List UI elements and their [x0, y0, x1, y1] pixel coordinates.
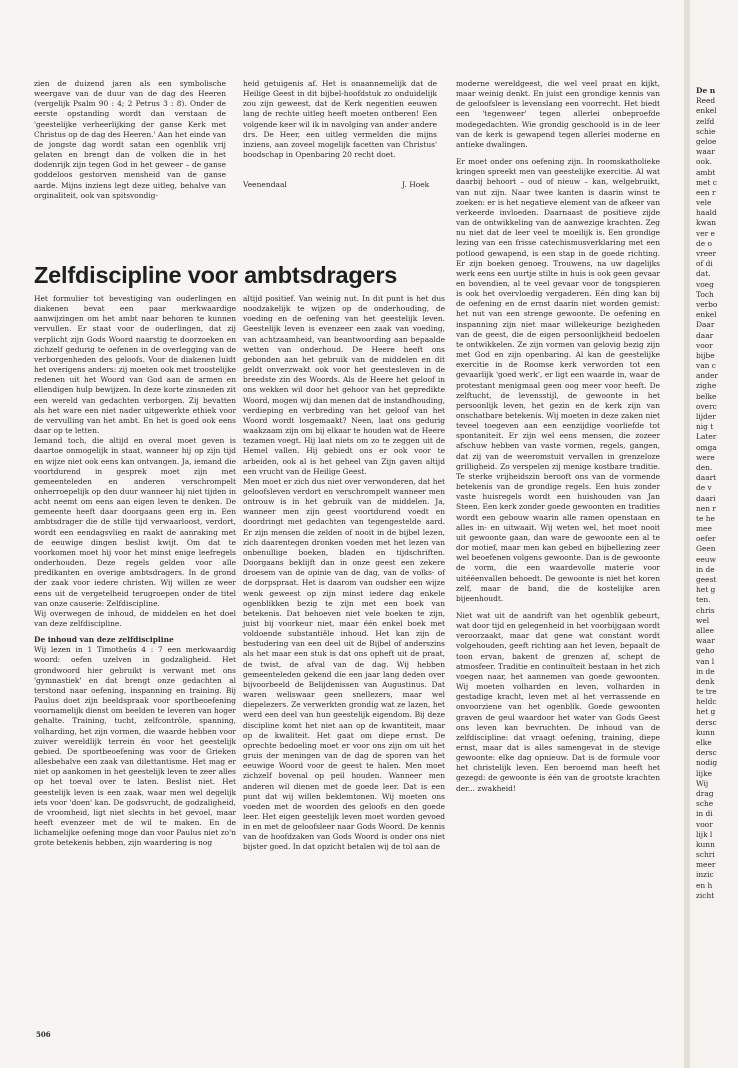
next-page-line: dat.	[696, 269, 711, 279]
next-page-line: verbo	[696, 299, 718, 309]
next-page-line: schri	[696, 850, 715, 860]
article-title: Zelfdiscipline voor ambtsdragers	[34, 262, 398, 288]
next-page-line: geloe	[696, 136, 717, 146]
top-col2-text: heid getuigenis af. Het is onaannemelijk dat de Heilige Geest in dit bijbel-hoofdstuk zo onduidelijk zou zijn geweest, dat de Kerk negentien eeuwen lang de rechte uitleg heeft moeten ontberen! Een volgende keer wil ik in navolging van ander andere drs. De Heer, een uitleg vermelden die mijns inziens, aan zoveel mogelijk facetten van Christus' boodschap in Openbaring 20 recht doet.	[243, 79, 437, 160]
next-page-line: den.	[696, 462, 713, 472]
next-page-line: daar	[696, 330, 714, 340]
next-page-line: enkel	[696, 106, 717, 116]
next-page-line: zighe	[696, 381, 717, 391]
next-page-line: were	[696, 452, 715, 462]
article-paragraph: Het formulier tot bevestiging van ouderlingen en diakenen bevat een paar merkwaardige aanwijzingen om het ambt naar behoren te kunnen vervullen. Er staat voor de ouderlingen, dat zij verplicht zijn Gods Woord naarstig te doorzoeken en zichzelf gedurig te oefenen in de overlegging van de verborgenheden des geloofs. Voor de diakenen luidt het overigens anders: zij moeten ook met troostelijke redenen uit het Woord van God aan de armen en ellendigen hulp bewijzen. In deze korte zinsneden zit een wereld van gedachten verborgen. Zij bevatten als het ware een niet nader uitgewerkte ethiek voor de vervulling van het ambt. En het is goed ook eens daar op te letten.	[34, 294, 236, 436]
next-page-line: met c	[696, 177, 717, 187]
top-column-1	[34, 79, 226, 201]
next-page-line: nodig	[696, 758, 718, 768]
next-page-line: eeuw	[696, 554, 716, 564]
article-paragraph: Niet wat uit de aandrift van het ogenblik gebeurt, wat door tijd en gelegenheid in het voorbijgaan wordt veroorzaakt, maar dat gene wat constant wordt volgehouden, geeft richting aan het leven, bepaalt de toon ervan, bakent de grenzen af, schept de atmosfeer. Traditie en continuïteit bestaan in het zich voegen naar, het aannemen van goede gewoonten. Wij moeten volharden en leven, volharden in gestadige kracht, leven met al het verrassende en onvoorziene van het ogenblik. Goede gewoonten graven de geul waardoor het water van Gods Geest ons leven kan bevruchten. De inhoud van de zelfdiscipline: dat vraagt oefening, training, diepe ernst, maar dat is alles samengevat in de stevige gewoonte: elke dag opnieuw. Dat is de formule voor het christelijk leven. Een beroemd man heeft het gezegd: de gewoonte is één van de grootste krachten der... zwakheid!	[456, 610, 660, 793]
byline-author: J. Hoek	[402, 180, 430, 189]
next-page-line: enkel	[696, 310, 717, 320]
next-page-line: ver e	[696, 228, 715, 238]
article-paragraph: Men moet er zich dus niet over verwonderen, dat het geloofsleven verdort en verschrompelt wanneer men ontrouw is in het gebruik van de middelen. Ja, wanneer men zijn geest voortdurend voedt en doordringt met gedachten van tegengestelde aard. Er zijn mensen die zelden of nooit in de bijbel lezen, zich daarentegen dronken voeden met het lezen van onbenullige boeken, bladen en tijdschriften. Doorgaans beklijft dan in onze geest een zekere droesem van de opinie van de dag, van de volks- of de dorpspraat. Het is daarom van oudsher een wijze wenk geweest op zijn minst iedere dag enkele ogenblikken bezig te zijn met een boek van betekenis. Dat behoeven niet vele boeken te zijn, juist bij voorkeur niet, maar één enkel boek met voldoende substantiële inhoud. Het kan zijn de bestudering van een deel uit de Bijbel of anderszins als het maar een stuk is dat ons opheft uit de praat, de twist, de afval van de dag. Wij hebben gemeenteleden gekend die een jaar lang deden over bijvoorbeeld de Belijdenissen van Augustinus. Dat waren weliswaar geen snellezers, maar wel diepelezers. Ze verwerkten grondig wat ze lazen, het werd een deel van hun geestelijk eigendom. Bij deze discipline komt het niet aan op de kwantiteit, maar op de kwaliteit. Het gaat om diepe ernst. De oprechte bedoeling moet er voor ons zijn om uit het gruis der meningen van de dag de sporen van het eeuwige Woord voor de geest te halen. Men moet zichzelf bovenal op peil houden. Wanneer men anderen wil dienen met de goede leer. Dat is een punt dat wij willen beklemtonen. Wij moeten ons voeden met de woorden des geloofs en den goede leer. Het eigen geestelijk leven moet worden gevoed in en met de geloofsleer naar Gods Woord. De kennis van de hoofdzaken van Gods Woord is onder ons niet bijster goed. In dat opzicht betalen wij de tol aan de	[243, 476, 445, 852]
next-page-line: kunn	[696, 727, 715, 737]
next-page-line: mee	[696, 524, 712, 534]
next-page-line: bijbe	[696, 350, 715, 360]
next-page-line: te he	[696, 513, 715, 523]
next-page-line: daart	[696, 473, 717, 483]
next-page-line: daari	[696, 493, 716, 503]
next-page-line: voor	[696, 819, 713, 829]
next-page-line: nen r	[696, 503, 716, 513]
next-page-line: sche	[696, 799, 714, 809]
next-page-line: allee	[696, 625, 714, 635]
top-col1-text: zien de duizend jaren als een symbolische weergave van de duur van de dag des Heeren (vergelijk Psalm 90 : 4; 2 Petrus 3 : 8). Onder de eerste opstanding wordt dan verstaan de 'geestelijke verheerlijking der ganse Kerk met Christus op de dag des Heeren.' Aan het einde van de jongste dag wordt satan een ogenblik vrij gelaten en brengt dan de volken die in het dodenrijk zijn tegen God in het geweer – de ganse goddeloos gestorven mensheid van de ganse aarde. Mijns inziens legt deze uitleg, behalve van orginaliteit, ook van spitsvondig-	[34, 79, 226, 200]
next-page-line: het g	[696, 707, 716, 717]
article-paragraph: Er moet onder ons oefening zijn. In roomskatholieke kringen spreekt men van geestelijke exercitie. Al wat daarbij behoort – oud of nieuw – kan, welgebruikt, van nut zijn. Naar twee kanten is daarin winst te zoeken: er is het negatieve element van de afkeer van verkeerde invloeden. Daarnaast de positieve zijde van de ontwikkeling van de aanwezige krachten. Zeg nu niet dat de leer veel te moeilijk is. Een grondige lezing van een frisse catechismusverklaring met een potlood gewapend, is een stap in de goede richting. Er zijn boeken genoeg. Trouwens, na uw dagelijks werk eens een uurtje stilte in huis is ook geen gevaar en bovendien, al te veel gevaar voor de tongspieren is ook het overvloedig vergaderen. Eén ding kan bij de oefening en de ernst daarin niet worden gemist: het nut van een strenge gewoonte. De oefening en inspanning zijn niet maar willekeurige bezigheden van de geest, die de eigen persoonlijkheid bedoelen te ontwikkelen. Ze zijn vormen van gelovig bezig zijn met God en zijn openbaring. Al kan de geestelijke exercitie in de Roomse kerk verworden tot een gevaarlijk 'goed werk', er ligt een waarde in, waar de protestant menigmaal geen oog meer voor heeft. De zelftucht, de levensstijl, de gewoonte in het persoonlijk leven, het gezin en de kerk zijn van onschatbare betekenis. Wij moeten in deze zaken niet teveel toegeven aan een eenzijdige voorliefde tot spontaniteit. Er zijn wel eens mensen, die zozeer afschuw hebben van vaste vormen, regels, gangen, dat zij van de weeromstuit vervallen in grenzeloze grilligheid. Zo verspelen zij menige kostbare traditie. Te sterke vrijheidszin berooft ons van de vormende betekenis van de grondige regels. Een huis zonder vaste huisregels wordt een huishouden van Jan Steen. Een kerk zonder goede gewoonten en tradities wordt een gebouw waarin alle ramen openstaan en alles in- en uitwaait. Wij weten wel, het moet nooit uit gewoonte gaan, dan ware de gewoonte een al te dor motief, maar men kan gebed en bijbellezing zeer wel beoefenen volgens gewoonte. Dan is de gewoonte de vorm, die een waardevolle materie voor uitééenvallen behoedt. De gewoonte is niet het koren zelf, maar de band, die de kostelijke aren bijeenhoudt.	[456, 157, 660, 603]
next-page-line: de o	[696, 238, 713, 248]
next-page-line: lijder	[696, 412, 716, 421]
next-page-line: in di	[696, 809, 713, 819]
article-paragraph: Wij lezen in 1 Timotheüs 4 : 7 een merkwaardig woord: oefen uzelven in godzaligheid. Het grondwoord hier gebruikt is verwant met ons 'gymnastiek' en dat brengt onze gedachten al terstond naar oefening, inspanning en training. Bij Paulus doet zijn beeldspraak voor sportbeoefening voornamelijk dienst om beelden te leveren van hoger gehalte. Training, tucht, zelfcontrôle, spanning, volharding, het zijn vormen, die waarde hebben voor zuiver wereldlijk terrein én voor het geestelijk gebied. De sportbeoefening was voor de Grieken allesbehalve een zaak van dilettantisme. Het mag er niet op aankomen in het geestelijk leven te zeer alles op het toeval over te laten. Beslist niet. Het geestelijk leven is een zaak, waar men wel degelijk iets voor 'doen' kan. De godsvrucht, de godzaligheid, de vroomheid, ligt niet slechts in het gevoel, maar heeft evenzeer met de wil te maken. En de lichamelijke oefening moge dan voor Paulus niet zo'n grote betekenis hebben, zijn waardering is nog	[34, 645, 236, 848]
page-number: 506	[36, 1030, 51, 1039]
next-page-line: De n	[696, 86, 716, 95]
next-page-line: Daar	[696, 320, 715, 330]
article-column-2	[243, 294, 445, 853]
next-page-line: inzic	[696, 870, 714, 880]
next-page-line: geho	[696, 646, 715, 656]
next-page-line: dersc	[696, 717, 717, 727]
next-page-line: elke	[696, 738, 712, 747]
next-page-line: voeg	[696, 279, 714, 289]
next-page-line: haald	[696, 208, 717, 218]
next-page-line: Geen	[696, 544, 716, 554]
next-page-line: te tre	[696, 687, 717, 697]
next-page-line: chris	[696, 605, 715, 615]
next-page-line: denk	[696, 676, 715, 686]
next-page-line: overc	[696, 401, 717, 411]
next-page-line: ander	[696, 371, 718, 381]
next-page-line: of di	[696, 259, 713, 269]
next-page-line: een r	[696, 187, 716, 197]
next-page-line: heldc	[696, 697, 717, 707]
next-page-line: omga	[696, 442, 717, 452]
next-page-line: meer	[696, 860, 716, 870]
next-page-line: nig t	[696, 422, 714, 432]
top-column-2	[243, 79, 437, 160]
next-page-line: vele	[696, 198, 712, 208]
article-paragraph: moderne wereldgeest, die wel veel praat en kijkt, maar weinig denkt. En juist een grondige kennis van de geloofsleer is levenslang een voorrecht. Het biedt een 'tegenweer' tegen allerlei onbeproefde modegedachten. Wie grondig geschoold is in de leer van de kerk is gewapend tegen allerlei moderne en antieke dwalingen.	[456, 79, 660, 149]
next-page-line: ambt	[696, 167, 716, 177]
next-page-line: Reed	[696, 96, 716, 106]
article-column-3	[456, 79, 660, 794]
article-subhead: De inhoud van deze zelfdiscipline	[34, 635, 174, 645]
article-paragraph: Iemand toch, die altijd en overal moet geven is daartoe onmogelijk in staat, wanneer hij op zijn tijd en wijze niet ook eens kan ontvangen. Ja, iemand die voortdurend in gesprek moet zijn met gemeenteleden en anderen verschrompelt onherroepelijk op den duur wanneer hij niet tijden in acht neemt om eens aan eigen leven te denken. De gemeente heeft daar doorgaans geen erg in. Een ambtsdrager die de stille tijd verwaarloost, verdort, wordt een eendagsvlieg en raakt de aanraking met de eeuwige dingen beslist kwijt. Om dat te voorkomen moet hij voor het minst enige leefregels onderhouden. Deze regels gelden voor alle predikanten en overige ambtsdragers. In de grond der zaak voor iedere christen. Wij willen ze weer eens uit de vergetelheid terugroepen onder de titel van onze causerie: Zelfdiscipline.	[34, 436, 236, 608]
next-page-line: van c	[696, 361, 716, 371]
next-page-line: waar	[696, 636, 715, 646]
article-paragraph: altijd positief. Van weinig nut. In dit punt is het dus noodzakelijk te wijzen op de onderhouding, de voeding en de oefening van het geestelijk leven. Geestelijk leven is evenzeer een zaak van voeding, van achtzaamheid, van beantwoording aan bepaalde wetten van onderhoud. De Heere heeft ons gebonden aan het gebruik van de middelen en dit geldt onverzwakt ook voor het geestesleven in de breedste zin des Woords. Als de Heere het geloof in ons wekken wil door het gehoor van het gepredikte Woord, mogen wij dan menen dat de instandhouding, verdieping en verbreding van het geloof van het Woord wordt losgemaakt? Neen, laat ons gedurig waakzaam zijn om bij elkaar te houden wat de Heere tezamen voegt. Hij laat niets om zo te zeggen uit de Hemel vallen. Hij gebiedt ons er ook voor te arbeiden, ook al is het geheel van Zijn gaven altijd een vrucht van de Heilige Geest.	[243, 294, 445, 476]
byline-place: Veenendaal	[243, 180, 287, 189]
next-page-line: vreer	[696, 249, 717, 258]
next-page-line: kwan	[696, 218, 717, 228]
next-page-line: lijk l	[696, 829, 713, 839]
next-page-edge	[690, 0, 738, 1068]
next-page-line: lijke	[696, 768, 712, 778]
next-page-line: zelfd	[696, 116, 715, 126]
next-page-line: oefer	[696, 534, 716, 544]
next-page-line: zicht	[696, 890, 715, 900]
next-page-line: en h	[696, 880, 713, 890]
next-page-line: kunn	[696, 839, 715, 849]
next-page-line: drag	[696, 788, 714, 798]
next-page-line: Toch	[696, 289, 714, 299]
next-page-line: het g	[696, 585, 716, 595]
next-page-line: schie	[696, 126, 716, 136]
next-page-column	[696, 86, 738, 901]
next-page-line: Wij	[696, 778, 709, 788]
next-page-line: in de	[696, 564, 715, 574]
next-page-line: voor	[696, 340, 713, 350]
next-page-line: belke	[696, 391, 717, 401]
next-page-line: dersc	[696, 748, 717, 758]
next-page-line: geest	[696, 575, 717, 584]
next-page-line: ten.	[696, 595, 711, 605]
next-page-line: waar	[696, 147, 715, 157]
next-page-line: in de	[696, 666, 715, 676]
article-paragraph: Wij overwegen de inhoud, de middelen en het doel van deze zelfdiscipline.	[34, 608, 236, 628]
article-column-1	[34, 294, 236, 848]
next-page-line: de v	[696, 483, 712, 493]
next-page-line: wel	[696, 615, 710, 625]
next-page-line: van l	[696, 656, 715, 666]
next-page-line: ook.	[696, 157, 712, 167]
next-page-line: Later	[696, 432, 717, 442]
